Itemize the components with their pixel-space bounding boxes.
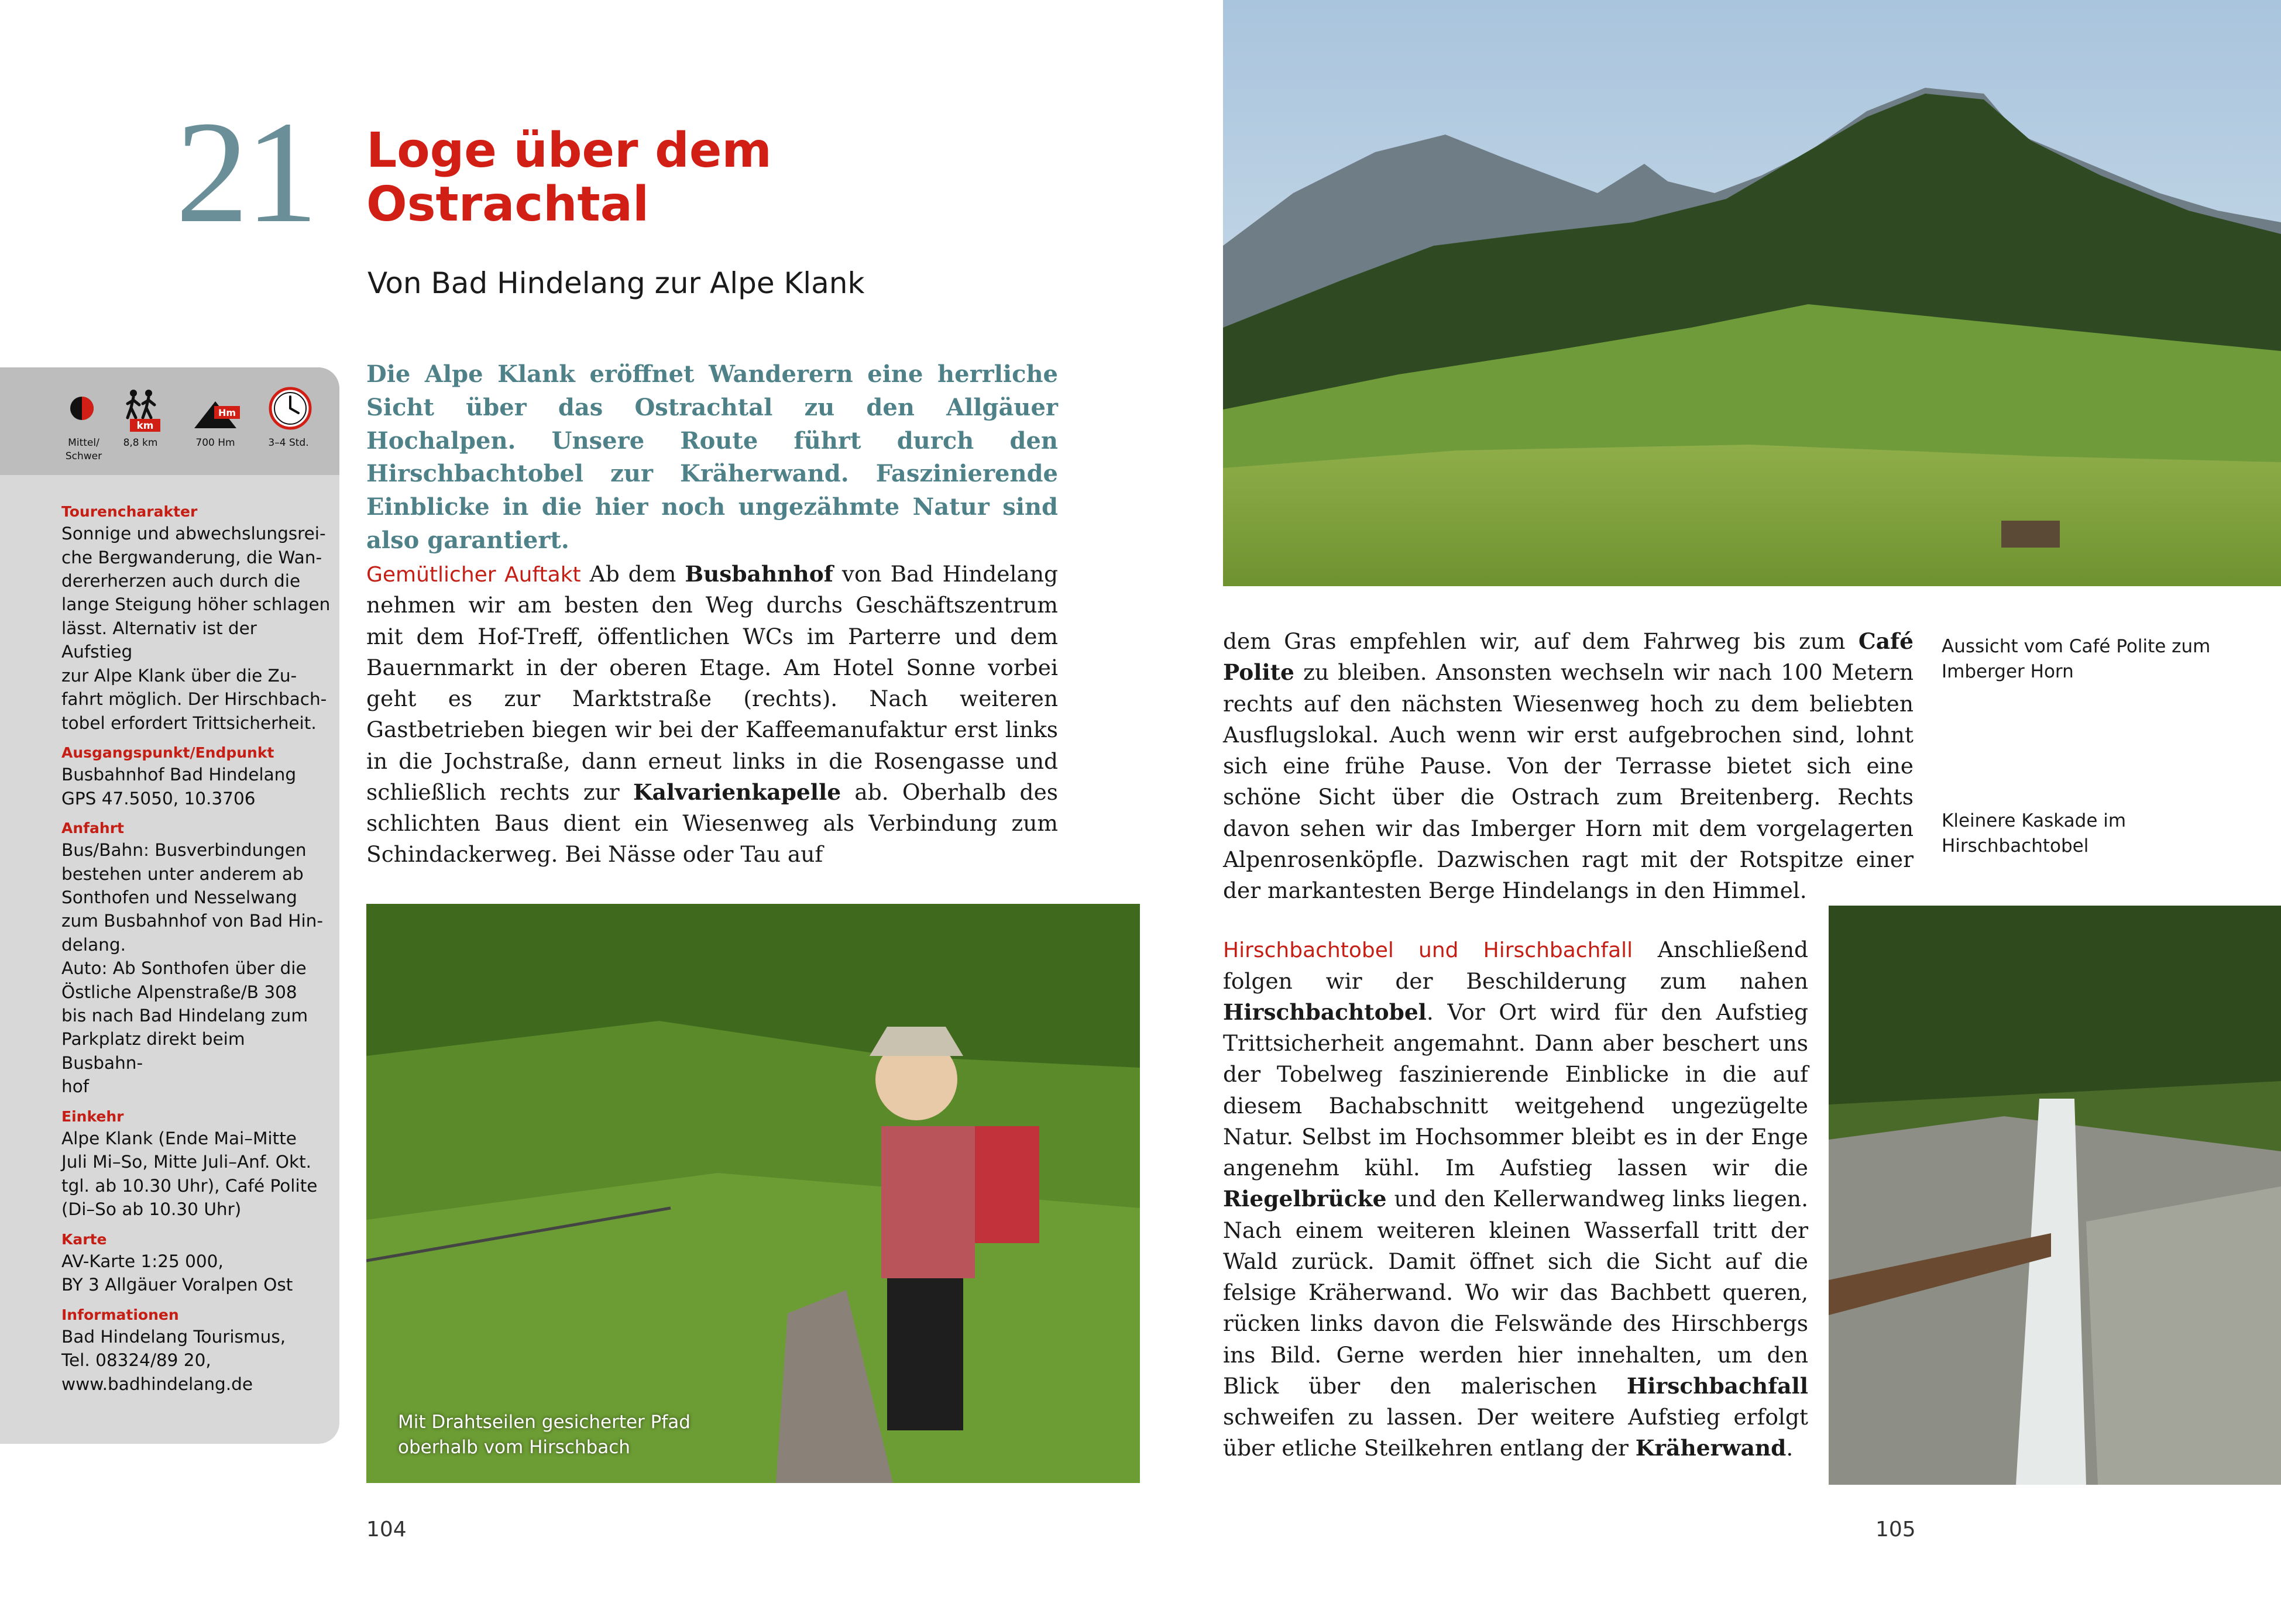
caption-hiker-path: Mit Drahtseilen gesicherter Pfad oberhalb vom Hirschbach xyxy=(398,1412,691,1458)
body-text-left xyxy=(366,559,1058,871)
intro-paragraph: Die Alpe Klank eröffnet Wanderern eine herrliche Sicht über das Ostrachtal zu den Allgäuer Hochalpen. Unsere Route führt durch den Hirschbachtobel zur Kräherwand. Faszinierende Einblicke in die hier noch ungezähmte Natur sind also garantiert. xyxy=(366,360,1058,554)
clock-icon xyxy=(262,381,315,434)
sidebar-info-list xyxy=(61,502,331,1396)
sidebar-body-einkehr: Alpe Klank (Ende Mai–Mitte Juli Mi–So, Mitte Juli–Anf. Okt. tgl. ab 10.30 Uhr), Café Polite (Di–So ab 10.30 Uhr) xyxy=(61,1128,318,1220)
subtitle: Von Bad Hindelang zur Alpe Klank xyxy=(367,266,865,300)
caption-kaskade: Kleinere Kaskade im Hirschbachtobel xyxy=(1942,810,2127,856)
info-sidebar xyxy=(0,367,339,1444)
bold-term: Kalvarienkapelle xyxy=(633,779,841,805)
sidebar-heading-anfahrt: Anfahrt xyxy=(61,819,124,837)
bold-term: Hirschbachtobel xyxy=(1223,999,1427,1025)
elevation-label: 700 Hm xyxy=(195,437,235,449)
sidebar-body-informationen: Bad Hindelang Tourismus, Tel. 08324/89 20, www.badhindelang.de xyxy=(61,1326,286,1394)
distance-label: 8,8 km xyxy=(123,437,158,449)
half-filled-circle-icon xyxy=(63,381,104,434)
text-run: und den Kellerwandweg links liegen. Nach einem weiteren kleinen Wasserfall tritt der Wald zurück. Damit öffnet sich die Sicht auf die felsige Kräherwand. Wo wir das Bachbett queren, rücken links davon die Felswände des Hirschbergs ins Bild. Gerne werden hier innehalten, um den Blick über den malerischen xyxy=(1223,1186,1808,1399)
duration-label: 3–4 Std. xyxy=(268,437,309,449)
bold-term: Café Polite xyxy=(1223,628,1914,686)
page-number-left: 104 xyxy=(366,1518,407,1542)
caption-view: Aussicht vom Café Polite zum Imberger Horn xyxy=(1942,636,2211,682)
sidebar-body-ausgangspunkt: Busbahnhof Bad Hindelang GPS 47.5050, 10.3706 xyxy=(61,765,297,808)
photo-mountain-view xyxy=(1223,0,2281,586)
text-run: schweifen zu lassen. Der weitere Aufstieg erfolgt über etliche Steilkehren entlang der xyxy=(1223,1404,1808,1461)
section-heading-auftakt: Gemütlicher Auftakt xyxy=(366,563,581,587)
paragraph-hirschbach xyxy=(1223,934,1808,1464)
sidebar-body-tourencharakter: Sonnige und abwechslungsrei- che Bergwanderung, die Wan- dererherzen auch durch die lange Steigung höher schlagen lässt. Alternativ ist der Aufstieg zur Alpe Klank über die Zu- fahrt möglich. Der Hirschbach- tobel erfordert Trittsicherheit. xyxy=(61,524,331,733)
sidebar-heading-ausgangspunkt: Ausgangspunkt/Endpunkt xyxy=(61,744,274,761)
section-heading-hirschbach: Hirschbachtobel und Hirschbachfall xyxy=(1223,938,1633,963)
mountain-hm-icon xyxy=(186,381,245,434)
sidebar-heading-tourencharakter: Tourencharakter xyxy=(61,503,198,520)
sidebar-heading-karte: Karte xyxy=(61,1230,107,1248)
text-run: . Vor Ort wird für den Aufstieg Trittsicherheit angemahnt. Dann aber beschert uns der Tobelweg faszinierende Einblicke in die auf diesem Bachabschnitt weitgehend ungezügelte Natur. Selbst im Hochsommer bleibt es in der Enge angenehm kühl. Im Aufstieg lassen wir die xyxy=(1223,999,1808,1181)
bold-term: Riegelbrücke xyxy=(1223,1186,1387,1212)
page-number-right: 105 xyxy=(1875,1518,1916,1542)
hikers-km-icon xyxy=(117,381,176,434)
body-text-right xyxy=(1223,626,1915,1464)
sidebar-heading-einkehr: Einkehr xyxy=(61,1107,124,1125)
sidebar-body-anfahrt: Bus/Bahn: Busverbindungen bestehen unter anderem ab Sonthofen und Nesselwang zum Busbahnhof von Bad Hin- delang. Auto: Ab Sonthofen über die Östliche Alpenstraße/B 308 bis nach Bad Hindelang zum Parkplatz direkt beim Busbahn- hof xyxy=(61,840,324,1097)
title-line-2: Ostrachtal xyxy=(366,176,650,232)
text-run: ab. Oberhalb des schlichten Baus dient ein Wiesenweg als Verbindung zum Schindackerweg. Bei Nässe oder Tau auf xyxy=(366,779,1058,868)
hm-badge: Hm xyxy=(218,407,236,418)
text-run: . xyxy=(1786,1435,1794,1461)
bold-term: Busbahnhof xyxy=(685,561,833,587)
paragraph-continuation xyxy=(1223,626,1914,906)
sidebar-body-karte: AV-Karte 1:25 000, BY 3 Allgäuer Voralpen Ost xyxy=(61,1251,293,1295)
sidebar-heading-informationen: Informationen xyxy=(61,1306,179,1323)
text-run: Anschließend folgen wir der Beschilderung zum nahen xyxy=(1223,937,1808,994)
bold-term: Kräherwand xyxy=(1635,1435,1787,1461)
photo-hiker-on-path xyxy=(366,904,1140,1483)
stats-bar xyxy=(0,367,339,475)
photo-waterfall-cascade xyxy=(1829,906,2281,1485)
km-badge: km xyxy=(136,420,154,432)
text-run: dem Gras empfehlen wir, auf dem Fahrweg bis zum xyxy=(1223,628,1859,654)
title-line-1: Loge über dem xyxy=(366,123,772,178)
difficulty-label: Mittel/ Schwer xyxy=(65,437,102,462)
page-title xyxy=(366,124,1186,232)
tour-number: 21 xyxy=(176,91,315,253)
text-run: zu bleiben. Ansonsten wechseln wir nach 100 Metern rechts auf den nächsten Wiesenweg hoch zu dem beliebten Ausflugslokal. Auch wenn wir erst aufgebrochen sind, lohnt sich eine frühe Pause. Von der Terrasse bietet sich eine schöne Sicht über die Ostrach zum Breitenberg. Rechts davon sehen wir das Imberger Horn mit dem vorgelagerten Alpenrosenköpfle. Dazwischen ragt mit der Rotspitze einer der markantesten Berge Hindelangs in den Himmel. xyxy=(1223,659,1914,903)
bold-term: Hirschbachfall xyxy=(1626,1372,1808,1399)
text-run: von Bad Hindelang nehmen wir am besten den Weg durchs Geschäftszentrum mit dem Hof-Treff, öffentlichen WCs im Parterre und dem Bauernmarkt in der oberen Etage. Am Hotel Sonne vorbei geht es zur Marktstraße (rechts). Nach weiteren Gastbetrieben biegen wir bei der Kaffeemanufaktur erst links in die Jochstraße, dann erneut links in die Rosengasse und schließlich rechts zur xyxy=(366,561,1058,805)
text-run: Ab dem xyxy=(580,561,685,587)
